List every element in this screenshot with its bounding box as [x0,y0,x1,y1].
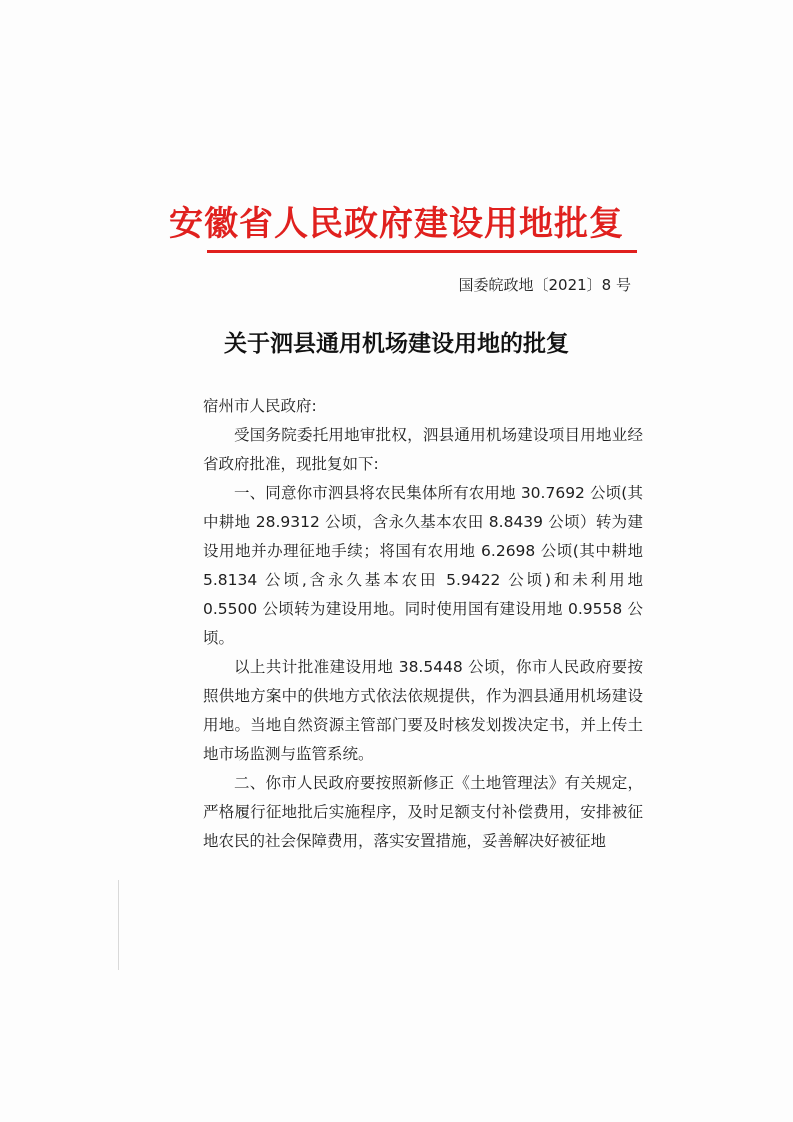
body-paragraph-4: 二、你市人民政府要按照新修正《土地管理法》有关规定，严格履行征地批后实施程序，及时足额支付补偿费用，安排被征地农民的社会保障费用，落实安置措施，妥善解决好被征地 [203,774,643,850]
body-paragraph-2: 一、同意你市泗县将农民集体所有农用地 30.7692 公顷(其中耕地 28.9312 公顷，含永久基本农田 8.8439 公顷）转为建设用地并办理征地手续；将国有农用地 6.2698 公顷(其中耕地 5.8134 公顷,含永久基本农田 5.9422 公顷)和未利用地 0.5500 公顷转为建设用地。同时使用国有建设用地 0.9558 公顷。 [203,484,643,647]
scan-edge-line [118,880,119,970]
salutation: 宿州市人民政府: [203,397,317,415]
body-paragraph-1: 受国务院委托用地审批权，泗县通用机场建设项目用地业经省政府批准，现批复如下: [203,426,643,473]
document-number: 国委皖政地〔2021〕8 号 [458,276,631,294]
document-title: 关于泗县通用机场建设用地的批复 [224,331,569,357]
body-paragraph-3: 以上共计批准建设用地 38.5448 公顷，你市人民政府要按照供地方案中的供地方式依法依规提供，作为泗县通用机场建设用地。当地自然资源主管部门要及时核发划拨决定书，并上传土地市场监测与监管系统。 [203,658,643,763]
document-body [203,392,643,856]
issuer-header-title: 安徽省人民政府建设用地批复 [169,204,624,244]
header-red-rule [207,250,637,253]
